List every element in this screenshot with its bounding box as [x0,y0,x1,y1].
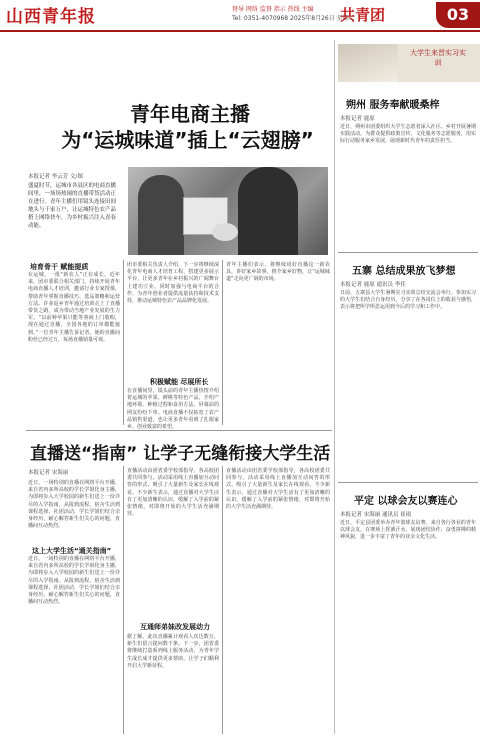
right-byline-3: 本报记者 宋海丽 通讯员 崔雨 [340,512,412,518]
column-divider [123,260,124,425]
article2-subhead-1: 这上大学生活“通关指南” [32,547,112,555]
article1-byline: 本报记者 李云芳 文/图 [28,174,83,180]
right-divider [338,482,478,483]
article2-body-1: 近日，一场特别的直播在网络平台开播，来自省内多所高校的学长学姐化身主播，为即将步入大学校园的新生们送上一份详尽的入学指南。从报到流程、宿舍生活到课程选择、社团活动，学长学姐们结合亲身经历，耐心解答新生们关心的问题，直播间互动热烈。 [28,480,120,530]
right-byline-2: 本报记者 鹿原 通讯员 李佳 [340,282,406,288]
article1-headline-line2: 为“运城味道”插上“云翅膀” [61,128,314,152]
right-body-1: 近日，朔州市团委组织大学生志愿者深入社区、乡村开展暑期实践活动，为群众提供政策宣传、文化服务等志愿服务，用实际行动服务家乡发展，展现新时代青年的责任担当。 [340,124,476,145]
article-divider [26,430,332,431]
right-column-divider [334,40,335,734]
right-banner-image [338,44,398,82]
right-byline-1: 本报记者 鹿原 [340,116,375,122]
article1-body-4: 青年主播们表示，将继续用好直播这一新农具，讲好家乡故事，推介家乡好物，让“运城味道”走向更广阔的市场。 [226,262,330,283]
header-rule [0,30,480,32]
article1-subhead-2: 积极赋能 尽展所长 [150,378,209,386]
article1-headline-line1: 青年电商主播 [130,102,250,126]
article1-subhead-1: 培育骨干 赋能提质 [30,263,89,271]
right-body-3: 近日，平定县团委举办青年篮球友谊赛，来自各行各业的青年以球会友，在赛场上挥洒汗水，展现团结协作、奋勇拼搏的精神风貌，进一步丰富了青年的业余文化生活。 [340,520,476,541]
article2-body-4: 直播活动由团省委学校部指导，各高校团委共同参与。活动采用线上直播加互动问答的形式，吸引了大量新生及家长在线观看。不少新生表示，通过直播对大学生活有了更加清晰的认识，缓解了入学前的紧张情绪，对即将开始的大学生活充满期待。 [226,468,330,511]
article1-body-2: 团市委相关负责人介绍，下一步将继续深化青年电商人才培育工程，搭建更多展示平台，让更多青年在乡村振兴的广阔舞台上建功立业。同时加强与电商平台的合作，为青年创业者提供流量扶持和技术支持，推动运城特色农产品品牌化发展。 [127,262,219,305]
right-headline-2: 五寨 总结成果放飞梦想 [352,266,456,277]
masthead-logo: 山西青年报 [6,7,96,27]
column-divider [222,260,223,425]
article1-body-1: 在运城，一批“新农人”正在成长。近年来，团市委联合相关部门，持续开展青年电商直播人才培训，邀请行业专家授课，帮助青年掌握直播技巧、选品策略和运营方法。许多返乡青年通过培训走上了直播带货之路，成为带动当地产业发展的生力军。“以前种苹果只能等客商上门收购，现在通过直播，全国各地的订单都能接到。”一位青年主播告诉记者，她的直播间粉丝已经过万，每场直播销量可观。 [28,272,120,343]
page-number: 03 [436,2,480,28]
article1-body-3: 在直播间里，镜头前的青年主播热情介绍着运城的苹果、鲜桃等特色产品，介绍产地环境、种植过程和食用方法，屏幕前的网友纷纷下单。电商直播不仅拓宽了农产品销售渠道，也让更多青年看到了扎根家乡、创业致富的希望。 [127,388,219,431]
article2-body-1b: 近日，一场特别的直播在网络平台开播，来自省内多所高校的学长学姐化身主播，为即将步入大学校园的新生们送上一份详尽的入学指南。从报到流程、宿舍生活到课程选择、社团活动，学长学姐们结合亲身经历，耐心解答新生们关心的问题，直播间互动热烈。 [28,556,120,606]
article1-lead: 盛夏时节，运城市各县区的电商直播间里，一场场热闹的直播带货活动正在进行。青年主播们用镜头连接田间地头与千家万户，让运城特色农产品搭上网络快车，为乡村振兴注入青春动能。 [28,183,117,229]
header-meta-line-1: 督导 网络 监督 指示 热线 主编 [232,6,314,13]
right-headline-3: 平定 以球会友以赛连心 [354,496,458,507]
article2-headline: 直播送“指南” 让学子无缝衔接大学生活 [30,444,331,464]
column-divider [123,466,124,734]
right-headline-1: 朔州 服务奉献暖桑梓 [346,100,440,111]
right-divider [338,252,478,253]
article2-byline: 本报记者 宋海丽 [28,470,69,476]
article2-body-2: 直播活动由团省委学校部指导，各高校团委共同参与。活动采用线上直播加互动问答的形式，吸引了大量新生及家长在线观看。不少新生表示，通过直播对大学生活有了更加清晰的认识，缓解了入学前的紧张情绪，对即将开始的大学生活充满期待。 [127,468,219,518]
article2-subhead-2: 互通师弟妹改发展动力 [140,623,210,631]
section-title: 共青团 [340,6,386,24]
column-divider [222,466,223,734]
article1-photo [128,167,328,255]
article2-body-3: 据了解，此次直播累计观看人次达数万，新生们留言提问数千条。下一步，团省委将继续打造系列线上服务活动，为青年学生成长成才提供更多帮助，让学子们顺利开启大学新征程。 [127,634,219,669]
header-meta-line-2: Tel: 0351-4070968 2025年8月26日 星期二 [232,15,355,22]
right-banner-text: 大学生来晋实习实训 [410,49,466,67]
right-body-2: 日前，五寨县大学生暑期实习实训总结交流会举行。参加实习的大学生们结合自身经历，分享了在各岗位上的收获与感悟，表示将把所学所思运用到今后的学习和工作中。 [340,290,476,311]
